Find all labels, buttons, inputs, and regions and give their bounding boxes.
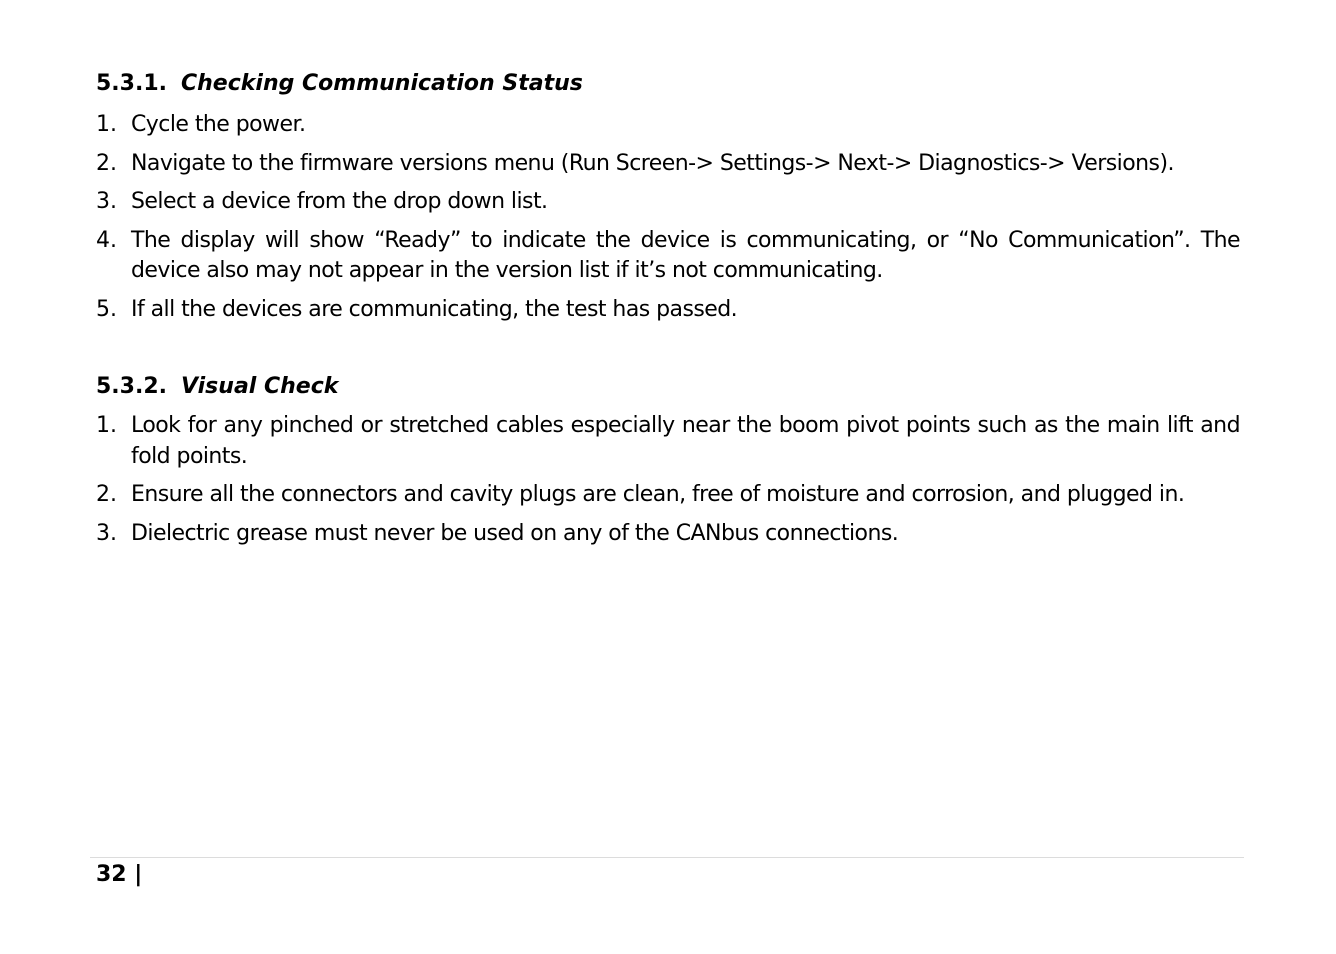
section-title: Visual Check [181,374,339,399]
step-text: Dielectric grease must never be used on any of the CANbus connections. [131,520,899,546]
step-text: Cycle the power. [131,112,306,137]
footer-divider [90,857,1244,858]
step-number: 5. [96,296,117,322]
communication-status-steps-list [96,110,1240,333]
step-number: 1. [96,112,117,137]
list-item [96,187,1240,218]
step-number: 3. [96,520,117,546]
step-number: 2. [96,482,117,507]
step-number: 1. [96,413,117,438]
list-item [96,480,1240,511]
list-item [96,411,1240,472]
step-text: Look for any pinched or stretched cables especially near the boom pivot points such as the main lift and fold points. [131,413,1240,469]
step-number: 4. [96,227,117,253]
list-item [96,226,1240,287]
list-item [96,110,1240,141]
step-text: If all the devices are communicating, the test has passed. [131,296,738,322]
step-text: Ensure all the connectors and cavity plugs are clean, free of moisture and corrosion, and plugged in. [131,482,1185,507]
step-text: Select a device from the drop down list. [131,189,548,214]
section-heading-checking-communication-status [96,70,583,98]
section-number: 5.3.2. [96,374,167,399]
page-number: 32 | [96,862,143,887]
section-number: 5.3.1. [96,71,167,96]
list-item [96,519,1240,550]
section-heading-visual-check [96,373,338,401]
step-text: Navigate to the firmware versions menu (Run Screen-> Settings-> Next-> Diagnostics-> Versions). [131,150,1174,176]
list-item [96,149,1240,180]
section-title: Checking Communication Status [181,71,583,96]
visual-check-steps-list [96,411,1240,557]
step-number: 3. [96,189,117,214]
list-item [96,295,1240,326]
step-text: The display will show “Ready” to indicate the device is communicating, or “No Communication”. The device also may not appear in the version list if it’s not communicating. [131,227,1240,283]
step-number: 2. [96,150,117,176]
